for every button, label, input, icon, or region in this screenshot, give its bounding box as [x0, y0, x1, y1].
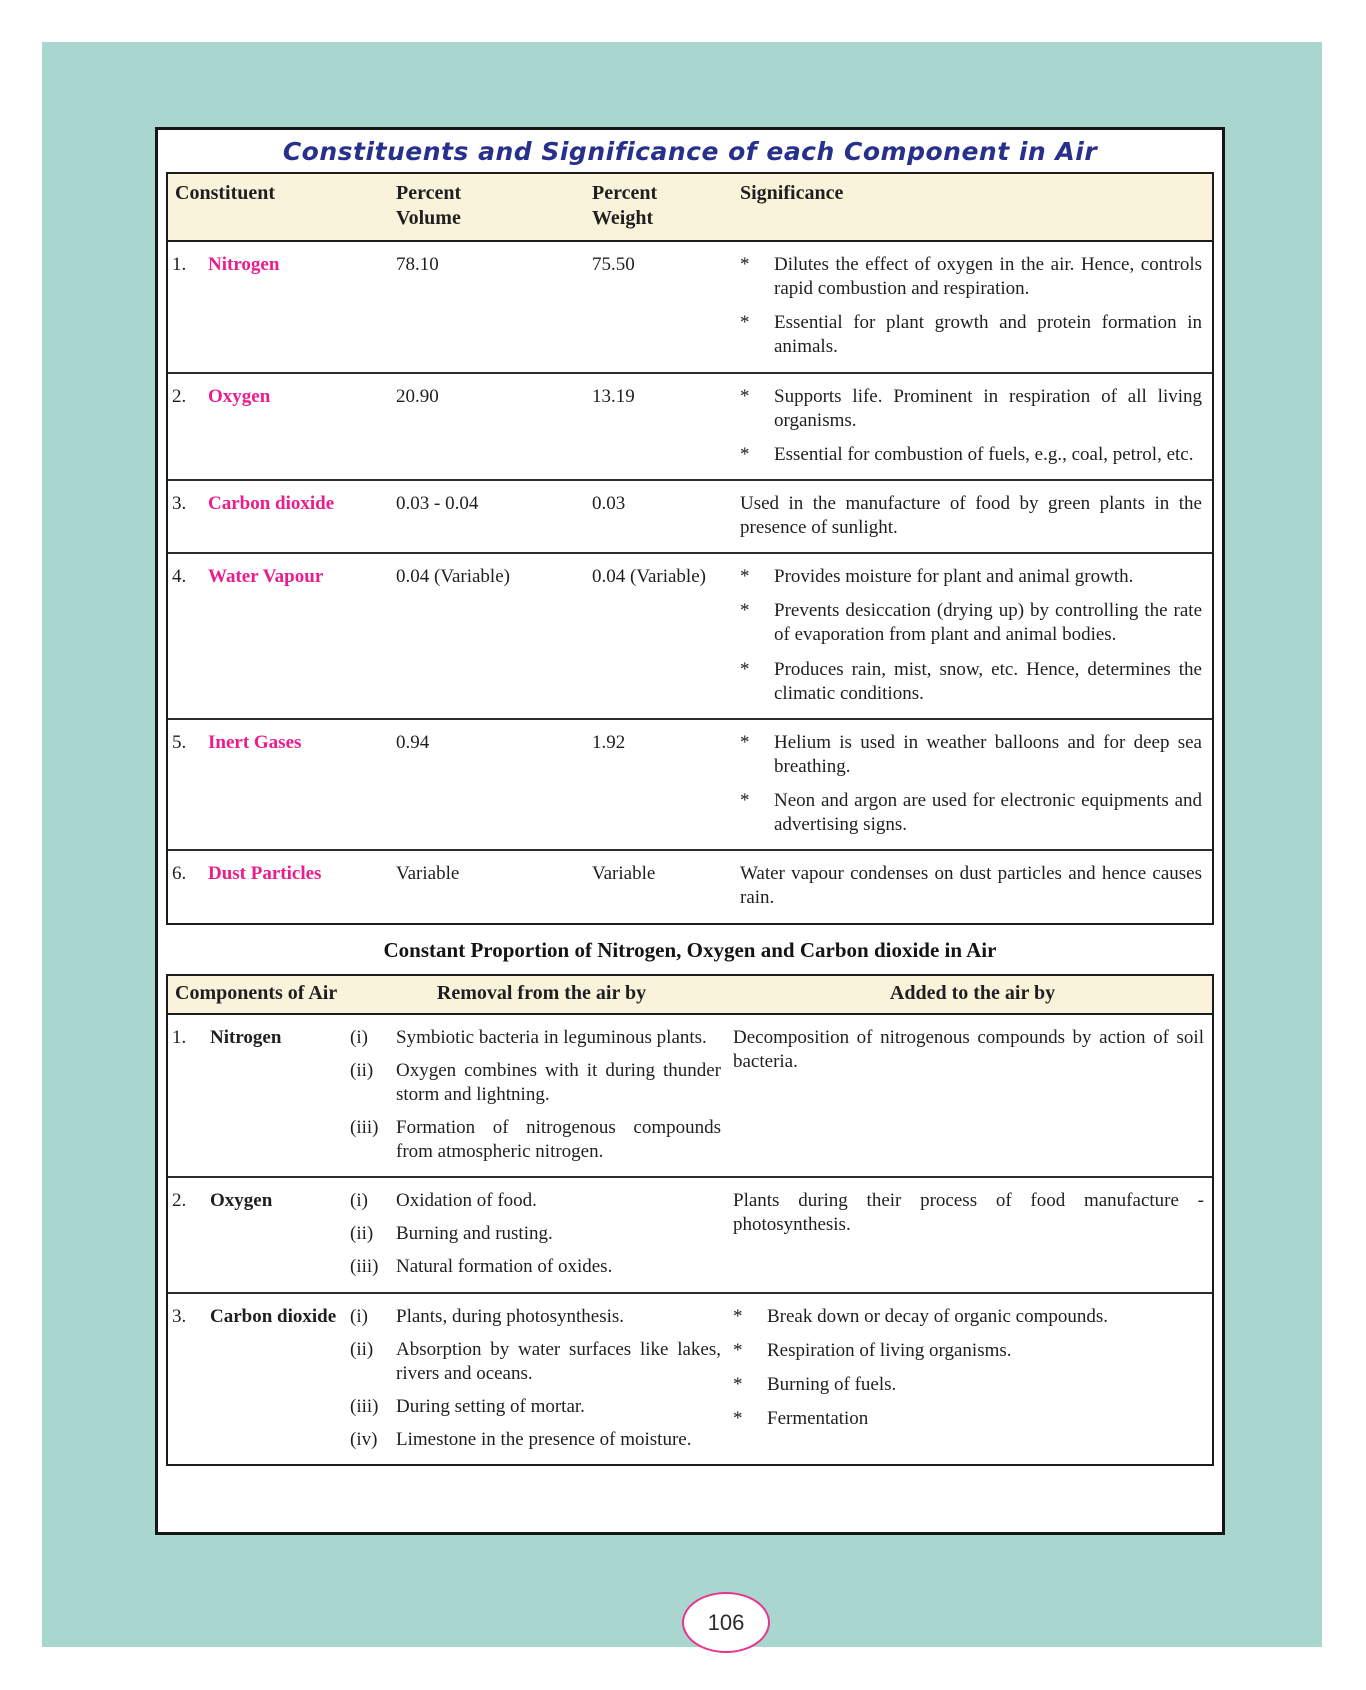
asterisk-marker: *	[740, 254, 750, 275]
row-number: 6.	[172, 863, 187, 885]
roman-label: (ii)	[350, 1059, 374, 1081]
header-constituent: Constituent	[175, 182, 276, 204]
significance-text: Essential for combustion of fuels, e.g., coal, petrol, etc.	[774, 443, 1194, 465]
removal-item	[350, 1428, 733, 1452]
removal-text: Symbiotic bacteria in leguminous plants.	[396, 1026, 707, 1048]
significance-text: Provides moisture for plant and animal growth.	[774, 566, 1134, 588]
table-row	[168, 1292, 1212, 1465]
significance-cell	[740, 385, 1212, 467]
roman-label: (iv)	[350, 1429, 378, 1450]
significance-cell	[740, 492, 1212, 540]
table-row	[168, 552, 1212, 718]
added-item	[733, 1407, 1204, 1431]
added-item	[733, 1373, 1204, 1397]
added-text: Decomposition of nitrogenous compounds by action of soil bacteria.	[733, 1026, 1204, 1072]
removal-item	[350, 1395, 733, 1419]
added-text: Burning of fuels.	[767, 1373, 897, 1395]
significance-cell	[740, 731, 1212, 838]
page-number: 106	[707, 1609, 745, 1635]
added-text: Respiration of living organisms.	[767, 1339, 1012, 1361]
significance-item	[740, 789, 1202, 837]
removal-text: Burning and rusting.	[396, 1223, 553, 1245]
significance-text: Essential for plant growth and protein formation in animals.	[774, 312, 1202, 358]
row-number: 2.	[172, 385, 187, 407]
removal-cell	[350, 1026, 733, 1165]
significance-item	[740, 443, 1202, 467]
page-number-badge	[682, 1592, 770, 1653]
header-removal: Removal from the air by	[436, 981, 647, 1004]
table2-header-row	[168, 976, 1212, 1015]
percent-volume-value: Variable	[396, 863, 460, 885]
component-name: Carbon dioxide	[210, 1305, 337, 1327]
roman-label: (iii)	[350, 1256, 379, 1278]
removal-item	[350, 1255, 733, 1279]
table-row	[168, 479, 1212, 552]
significance-item	[740, 253, 1202, 301]
significance-text: Used in the manufacture of food by green plants in the presence of sunlight.	[740, 492, 1202, 538]
asterisk-marker: *	[740, 443, 750, 465]
percent-weight-value: 0.04 (Variable)	[592, 566, 706, 588]
added-text: Break down or decay of organic compounds.	[767, 1305, 1109, 1327]
row-number: 1.	[172, 254, 187, 275]
percent-weight-value: 0.03	[592, 492, 626, 514]
row-number: 2.	[172, 1190, 187, 1212]
removal-text: Limestone in the presence of moisture.	[396, 1429, 692, 1450]
table-row	[168, 242, 1212, 372]
header-significance: Significance	[740, 182, 844, 204]
significance-text: Neon and argon are used for electronic equipments and advertising signs.	[774, 790, 1202, 836]
asterisk-marker: *	[740, 790, 750, 811]
percent-volume-value: 78.10	[396, 254, 439, 275]
component-name: Oxygen	[210, 1190, 273, 1212]
added-text: Fermentation	[767, 1407, 869, 1429]
roman-label: (i)	[350, 1026, 368, 1048]
added-cell	[733, 1189, 1212, 1279]
roman-label: (ii)	[350, 1223, 374, 1245]
component-name: Nitrogen	[210, 1026, 282, 1048]
asterisk-marker: *	[733, 1339, 743, 1361]
constituent-name: Dust Particles	[208, 863, 322, 885]
asterisk-marker: *	[740, 312, 750, 334]
significance-text: Dilutes the effect of oxygen in the air. Hence, controls rapid combustion and respiration.	[774, 254, 1202, 300]
removal-cell	[350, 1189, 733, 1279]
asterisk-marker: *	[740, 566, 750, 588]
significance-item	[740, 311, 1202, 359]
percent-weight-value: 75.50	[592, 254, 635, 275]
percent-volume-value: 20.90	[396, 385, 439, 407]
removal-text: Plants, during photosynthesis.	[396, 1305, 625, 1327]
table-row	[168, 1176, 1212, 1291]
roman-label: (i)	[350, 1190, 368, 1212]
constituent-name: Water Vapour	[208, 566, 324, 588]
percent-weight-value: 13.19	[592, 385, 635, 407]
roman-label: (iii)	[350, 1116, 379, 1138]
significance-text: Helium is used in weather balloons and for deep sea breathing.	[774, 731, 1202, 777]
page-background-panel	[42, 42, 1322, 1647]
constituent-name: Oxygen	[208, 385, 271, 407]
added-cell	[733, 1305, 1212, 1453]
table-row	[168, 849, 1212, 922]
added-item	[733, 1305, 1204, 1329]
removal-item	[350, 1026, 733, 1050]
row-number: 4.	[172, 566, 187, 588]
added-item	[733, 1339, 1204, 1363]
removal-text: Oxygen combines with it during thunder storm and lightning.	[396, 1059, 721, 1105]
percent-volume-value: 0.03 - 0.04	[396, 492, 479, 514]
header-percent-volume: Percent Volume	[396, 182, 462, 229]
table1-title: Constituents and Significance of each Component in Air	[282, 137, 1098, 166]
removal-text: During setting of mortar.	[396, 1395, 585, 1417]
significance-cell	[740, 565, 1212, 706]
table-row	[168, 372, 1212, 479]
added-text: Plants during their process of food manufacture - photosynthesis.	[733, 1190, 1204, 1236]
roman-label: (iii)	[350, 1395, 379, 1417]
percent-weight-value: Variable	[592, 863, 656, 885]
row-number: 5.	[172, 731, 187, 753]
significance-text: Water vapour condenses on dust particles and hence causes rain.	[740, 863, 1202, 909]
table2-body	[168, 1015, 1212, 1465]
asterisk-marker: *	[740, 731, 750, 753]
table-row	[168, 718, 1212, 850]
row-number: 3.	[172, 492, 187, 514]
asterisk-marker: *	[733, 1373, 743, 1395]
header-percent-weight: Percent Weight	[592, 182, 658, 229]
constituent-name: Nitrogen	[208, 254, 280, 275]
percent-weight-value: 1.92	[592, 731, 626, 753]
table-row	[168, 1015, 1212, 1177]
constituent-name: Inert Gases	[208, 731, 302, 753]
asterisk-marker: *	[740, 658, 750, 680]
significance-item	[740, 658, 1202, 706]
content-box	[155, 127, 1225, 1535]
removal-text: Absorption by water surfaces like lakes, rivers and oceans.	[396, 1338, 721, 1384]
row-number: 3.	[172, 1305, 187, 1327]
table1-header-row	[168, 174, 1212, 242]
significance-item	[740, 599, 1202, 647]
significance-item	[740, 731, 1202, 779]
removal-item	[350, 1116, 733, 1164]
asterisk-marker: *	[740, 385, 750, 407]
header-components-of-air: Components of Air	[175, 981, 338, 1004]
significance-item	[740, 565, 1202, 589]
header-added: Added to the air by	[889, 981, 1056, 1004]
removal-item	[350, 1222, 733, 1246]
row-number: 1.	[172, 1026, 187, 1048]
removal-item	[350, 1305, 733, 1329]
asterisk-marker: *	[733, 1305, 743, 1327]
removal-item	[350, 1338, 733, 1386]
constituent-name: Carbon dioxide	[208, 492, 335, 514]
removal-item	[350, 1059, 733, 1107]
removal-item	[350, 1189, 733, 1213]
table1-body	[168, 242, 1212, 923]
asterisk-marker: *	[733, 1407, 743, 1429]
roman-label: (i)	[350, 1305, 368, 1327]
significance-text: Supports life. Prominent in respiration of all living organisms.	[774, 385, 1202, 431]
proportion-table	[166, 974, 1214, 1467]
removal-text: Formation of nitrogenous compounds from atmospheric nitrogen.	[396, 1116, 721, 1162]
asterisk-marker: *	[740, 600, 750, 622]
added-cell	[733, 1026, 1212, 1165]
significance-text: Prevents desiccation (drying up) by controlling the rate of evaporation from plant and animal bodies.	[774, 600, 1202, 646]
removal-text: Natural formation of oxides.	[396, 1256, 613, 1278]
roman-label: (ii)	[350, 1338, 374, 1360]
percent-volume-value: 0.94	[396, 731, 430, 753]
significance-cell	[740, 253, 1212, 360]
significance-cell	[740, 862, 1212, 910]
significance-text: Produces rain, mist, snow, etc. Hence, determines the climatic conditions.	[774, 658, 1202, 704]
percent-volume-value: 0.04 (Variable)	[396, 566, 510, 588]
section-heading: Constant Proportion of Nitrogen, Oxygen and Carbon dioxide in Air	[383, 937, 997, 962]
significance-item	[740, 385, 1202, 433]
constituents-table	[166, 172, 1214, 925]
removal-cell	[350, 1305, 733, 1453]
removal-text: Oxidation of food.	[396, 1190, 537, 1212]
